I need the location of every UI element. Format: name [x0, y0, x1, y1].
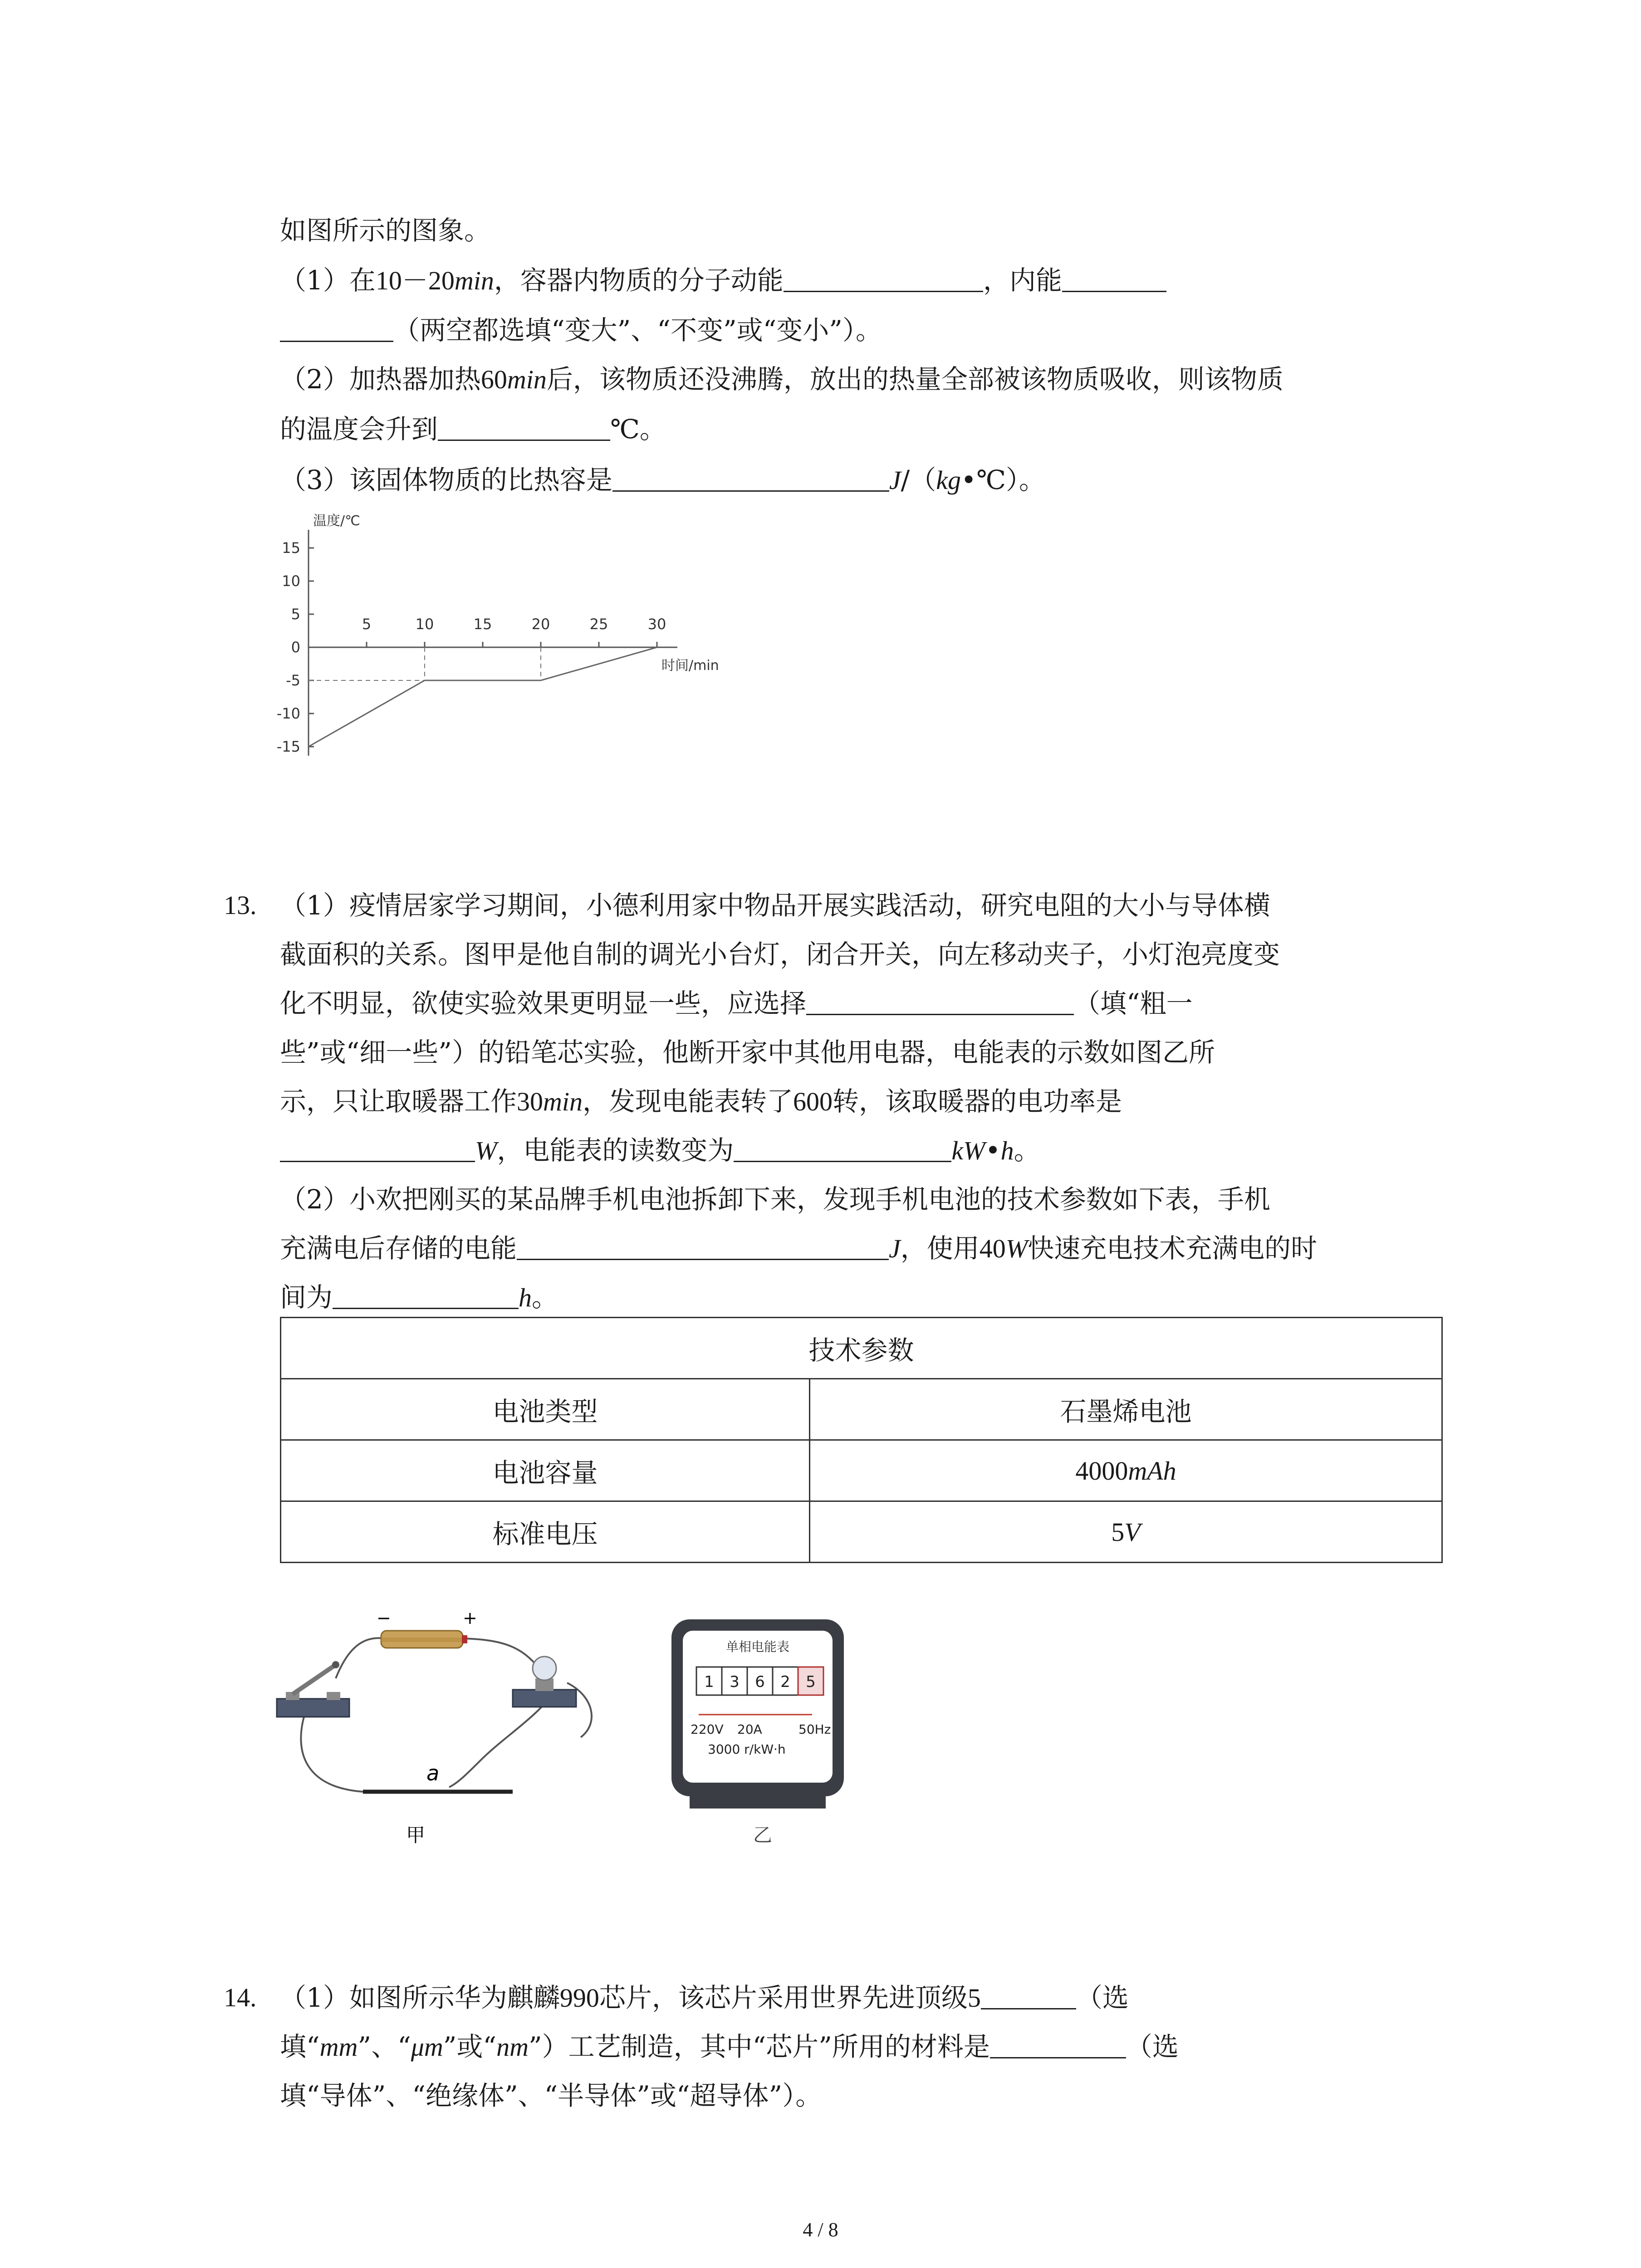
table-header-row — [281, 1318, 1442, 1379]
temperature-curve — [309, 647, 657, 747]
chart-labels — [277, 513, 719, 755]
wire — [336, 1638, 383, 1678]
q13-line8: 充满电后存储的电能 J，使用40W快速充电技术充满电的时 — [280, 1233, 1318, 1264]
y-tick-label: -5 — [286, 672, 300, 689]
q13-line1: （1）疫情居家学习期间，小德利用家中物品开展实践活动，研究电阻的大小与导体横 — [280, 890, 1270, 921]
x-tick-label: 20 — [531, 616, 550, 633]
q12-part1-line2: （两空都选填“变大”、“不变”或“变小”）。 — [280, 314, 882, 347]
q14-blank-2[interactable] — [990, 2031, 1126, 2058]
x-tick-label: 30 — [647, 616, 666, 633]
battery-parameter-table — [280, 1317, 1443, 1563]
chart-axes — [309, 530, 677, 756]
q12-part2-line1: （2）加热器加热60min后，该物质还没沸腾，放出的热量全部被该物质吸收，则该物质 — [280, 364, 1283, 395]
table-cell-value: 4000mAh — [810, 1440, 1442, 1501]
meter-revolutions: 3000 r/kW·h — [708, 1742, 786, 1757]
q13-number: 13. — [224, 890, 257, 920]
x-tick-label: 10 — [415, 616, 434, 633]
meter-base — [690, 1794, 826, 1809]
q12-part2-line2: 的温度会升到 ℃。 — [280, 414, 666, 445]
meter-current: 20A — [737, 1722, 762, 1737]
meter-title: 单相电能表 — [725, 1639, 790, 1654]
q13-line5: 示，只让取暖器工作30min，发现电能表转了600转，该取暖器的电功率是 — [280, 1086, 1122, 1117]
y-tick-label: -15 — [276, 738, 300, 755]
table-header: 技术参数 — [281, 1318, 1442, 1379]
meter-digits — [696, 1667, 823, 1695]
x-tick-label: 5 — [362, 616, 372, 633]
page-number: 4 / 8 — [803, 2219, 838, 2241]
q13-line4: 些”或“细一些”）的铅笔芯实验，他断开家中其他用电器，电能表的示数如图乙所 — [280, 1037, 1215, 1068]
table-cell-key: 电池容量 — [281, 1440, 810, 1501]
meter-digit: 6 — [755, 1673, 765, 1691]
meter-digit: 5 — [806, 1673, 816, 1691]
q13-blank-1[interactable] — [806, 987, 1074, 1015]
meter-digit: 1 — [704, 1673, 714, 1691]
clip-label: a — [426, 1761, 440, 1785]
q14-blank-1[interactable] — [981, 1982, 1076, 2009]
y-tick-label: 10 — [282, 572, 300, 590]
x-tick-label: 25 — [589, 616, 608, 633]
q13-line2: 截面积的关系。图甲是他自制的调光小台灯，闭合开关，向左移动夹子，小灯泡亮度变 — [280, 939, 1280, 970]
q14-number: 14. — [224, 1983, 257, 2012]
y-tick-label: 5 — [291, 606, 300, 623]
q12-intro: 如图所示的图象。 — [280, 215, 491, 246]
q12-blank-3[interactable] — [438, 413, 610, 441]
table-cell-key: 标准电压 — [281, 1501, 810, 1563]
q13-line6: W，电能表的读数变为 kW•h。 — [280, 1134, 1040, 1167]
q13-blank-2[interactable] — [280, 1134, 475, 1162]
meter-digit: 3 — [730, 1673, 740, 1691]
q13-line9: 间为 h。 — [280, 1282, 558, 1313]
q14-line1: （1）如图所示华为麒麟990芯片，该芯片采用世界先进顶级5 （选 — [280, 1982, 1129, 2013]
q14-line2: 填“mm”、“μm”或“nm”）工艺制造，其中“芯片”所用的材料是 （选 — [280, 2031, 1179, 2062]
q14-line3: 填“导体”、“绝缘体”、“半导体”或“超导体”）。 — [280, 2080, 822, 2111]
figure-yi-caption: 乙 — [753, 1824, 773, 1846]
battery-minus-sign: − — [377, 1608, 391, 1628]
q13-blank-4[interactable] — [517, 1232, 889, 1260]
y-tick-label: -10 — [276, 705, 300, 722]
lamp-icon — [513, 1657, 576, 1707]
temperature-time-chart — [254, 503, 719, 758]
q12-blank-2a[interactable] — [1062, 264, 1166, 292]
wire — [301, 1717, 363, 1792]
table-cell-value: 5V — [810, 1501, 1442, 1563]
figure-jia-caption: 甲 — [406, 1824, 426, 1846]
table-row — [281, 1440, 1442, 1501]
y-axis-label: 温度/℃ — [313, 513, 360, 529]
q12-part1-line1: （1）在10－20min，容器内物质的分子动能 ，内能 — [280, 264, 1166, 297]
q12-part3: （3）该固体物质的比热容是 J/（kg•℃）。 — [280, 464, 1046, 495]
switch-icon — [277, 1661, 349, 1717]
wire — [463, 1638, 540, 1669]
q12-blank-2b[interactable] — [280, 314, 393, 342]
table-row — [281, 1379, 1442, 1440]
q12-blank-1[interactable] — [784, 264, 983, 292]
chart-series — [309, 647, 657, 747]
q12-blank-4[interactable] — [612, 464, 889, 492]
y-tick-label: 15 — [282, 539, 300, 557]
q13-line7: （2）小欢把刚买的某品牌手机电池拆卸下来，发现手机电池的技术参数如下表，手机 — [280, 1184, 1270, 1215]
meter-frequency: 50Hz — [798, 1722, 831, 1737]
chart-guide-lines — [309, 647, 541, 680]
battery-plus-sign: + — [463, 1608, 477, 1628]
q13-blank-3[interactable] — [734, 1134, 951, 1162]
figure-jia-circuit — [268, 1601, 612, 1855]
table-row — [281, 1501, 1442, 1563]
battery-icon — [381, 1631, 467, 1648]
meter-voltage: 220V — [691, 1722, 724, 1737]
y-tick-label: 0 — [291, 639, 300, 656]
x-tick-label: 15 — [473, 616, 492, 633]
table-cell-key: 电池类型 — [281, 1379, 810, 1440]
table-cell-value: 石墨烯电池 — [810, 1379, 1442, 1440]
q13-blank-5[interactable] — [333, 1281, 519, 1309]
q13-line3: 化不明显，欲使实验效果更明显一些，应选择 （填“粗一 — [280, 988, 1193, 1019]
x-axis-label: 时间/min — [661, 658, 719, 674]
meter-digit: 2 — [780, 1673, 790, 1691]
figure-yi-energy-meter — [662, 1615, 853, 1860]
